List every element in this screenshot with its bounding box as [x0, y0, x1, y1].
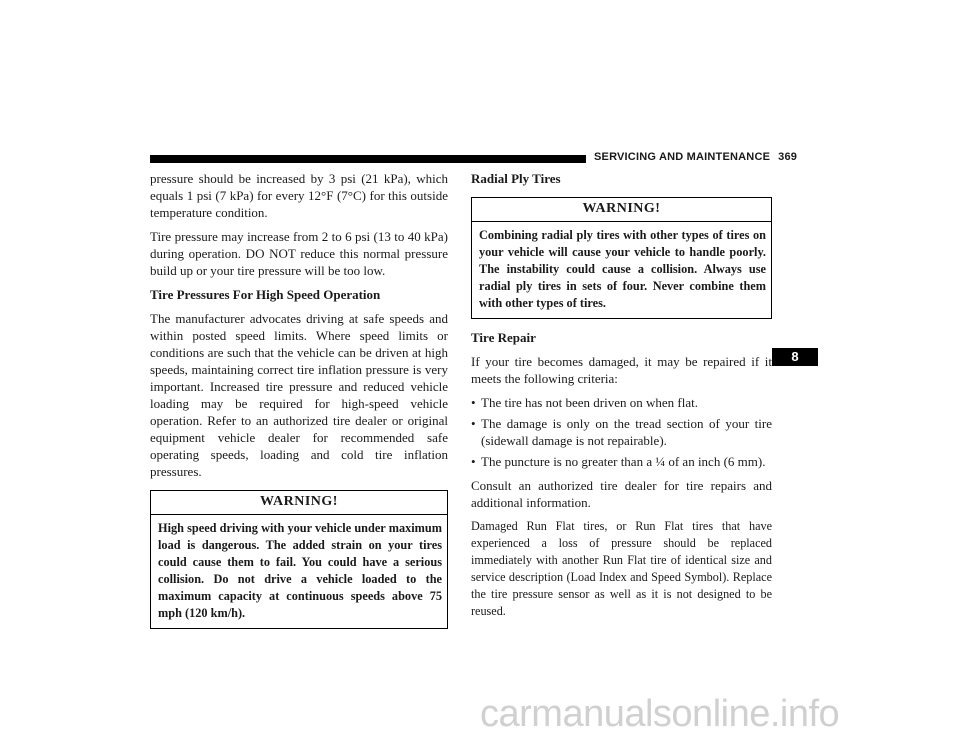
- header-rule: [150, 155, 586, 163]
- chapter-tab: 8: [772, 348, 818, 366]
- page-header: [594, 151, 798, 163]
- criteria-list: [471, 394, 772, 470]
- page-number: 369: [778, 151, 798, 163]
- paragraph: The manufacturer advocates driving at safe speeds and within posted speed limits. Where speed limits or conditions are such that the vehicle can be driven at high speeds, maintaining correct tire inflation pressure is very important. Increased tire pressure and reduced vehicle loading may be required for high-speed vehicle operation. Refer to an authorized tire dealer or original equipment vehicle dealer for recommended safe operating speeds, loading and cold tire inflation pressures.: [150, 311, 448, 479]
- paragraph: Consult an authorized tire dealer for tire repairs and additional information.: [471, 478, 772, 510]
- section-heading: Radial Ply Tires: [471, 171, 561, 186]
- section-heading: Tire Pressures For High Speed Operation: [150, 287, 381, 302]
- paragraph: pressure should be increased by 3 psi (21 kPa), which equals 1 psi (7 kPa) for every 12°F (7°C) for this outside temperature condition.: [150, 171, 448, 220]
- watermark: carmanualsonline.info: [480, 693, 840, 735]
- section-heading: Tire Repair: [471, 330, 536, 345]
- warning-title: WARNING!: [472, 198, 771, 222]
- paragraph: Damaged Run Flat tires, or Run Flat tires that have experienced a loss of pressure should be replaced immediately with another Run Flat tire of identical size and service description (Load Index and Speed Symbol). Replace the tire pressure sensor as well as it is not designed to be reused.: [471, 519, 772, 618]
- warning-box: [471, 197, 772, 319]
- right-column: [471, 170, 772, 627]
- paragraph: If your tire becomes damaged, it may be repaired if it meets the following criteria:: [471, 354, 772, 386]
- left-column: [150, 170, 448, 639]
- list-item: • The puncture is no greater than a ¼ of an inch (6 mm).: [471, 453, 772, 470]
- warning-text: High speed driving with your vehicle under maximum load is dangerous. The added strain on your tires could cause them to fail. You could have a serious collision. Do not drive a vehicle loaded to the maximum capacity at continuous speeds above 75 mph (120 km/h).: [158, 521, 442, 620]
- warning-box: [150, 490, 448, 629]
- warning-text: Combining radial ply tires with other types of tires on your vehicle will cause your vehicle to handle poorly. The instability could cause a collision. Always use radial ply tires in sets of four. Never combine them with other types of tires.: [479, 228, 766, 310]
- list-item: • The tire has not been driven on when flat.: [471, 394, 772, 411]
- list-item: • The damage is only on the tread section of your tire (sidewall damage is not repairable).: [471, 415, 772, 449]
- section-title: SERVICING AND MAINTENANCE: [594, 151, 771, 163]
- warning-title: WARNING!: [151, 491, 447, 515]
- paragraph: Tire pressure may increase from 2 to 6 psi (13 to 40 kPa) during operation. DO NOT reduce this normal pressure build up or your tire pressure will be too low.: [150, 229, 448, 278]
